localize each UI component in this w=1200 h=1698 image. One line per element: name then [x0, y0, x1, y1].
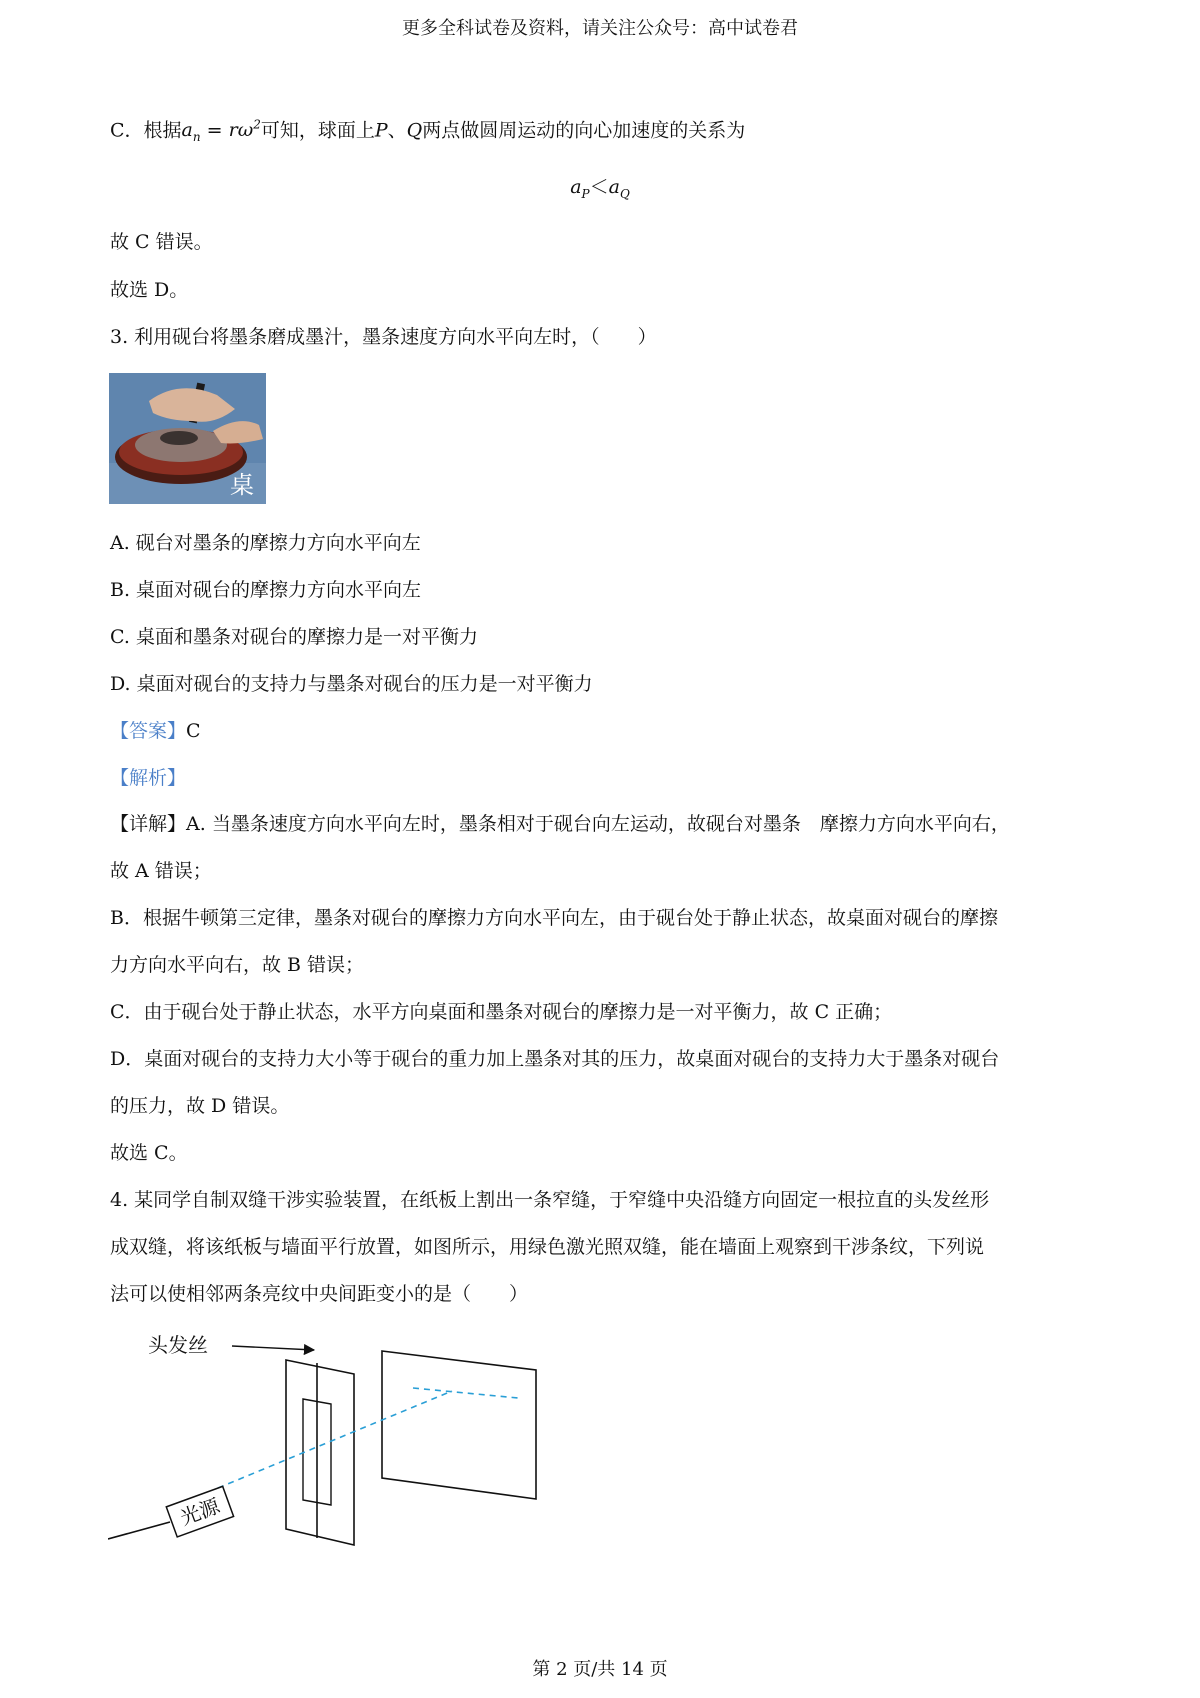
option-c-text-2: 两点做圆周运动的向心加速度的关系为: [422, 119, 746, 142]
page-header: 更多全科试卷及资料，请关注公众号：高中试卷君: [402, 18, 798, 39]
option-d: D. 桌面对砚台的支持力与墨条对砚台的压力是一对平衡力: [110, 673, 593, 695]
page-footer: 第 2 页/共 14 页: [532, 1659, 668, 1680]
detail-line-7: 的压力，故 D 错误。: [110, 1095, 290, 1117]
question-3-stem: 3. 利用砚台将墨条磨成墨汁，墨条速度方向水平向左时，（ ）: [110, 326, 657, 348]
detail-tag: 【详解】: [110, 813, 187, 835]
laser-beam: [218, 1391, 452, 1488]
question-4-line-3: 法可以使相邻两条亮纹中央间距变小的是（ ）: [110, 1283, 529, 1305]
previous-answer-choice: 故选 D。: [110, 279, 189, 301]
option-c-explanation: [110, 112, 745, 150]
acceleration-relation: $a_P<a_Q$: [570, 176, 630, 201]
light-source: [166, 1486, 233, 1537]
inkstone-photo: [109, 373, 266, 504]
point-q: Q: [406, 119, 423, 142]
answer-line: [110, 718, 201, 744]
detail-line-4: 力方向水平向右，故 B 错误；: [110, 954, 365, 976]
question-4-line-2: 成双缝，将该纸板与墙面平行放置，如图所示，用绿色激光照双缝，能在墙面上观察到干涉条纹，下列说: [110, 1236, 985, 1258]
detail-line-6: D．桌面对砚台的支持力大小等于砚台的重力加上墨条对其的压力，故桌面对砚台的支持力大于墨条对砚台: [110, 1048, 1000, 1070]
svg-text:光源: 光源: [177, 1493, 223, 1530]
formula-lhs: $a_n$: [181, 119, 201, 145]
detail-line-8: 故选 C。: [110, 1142, 188, 1164]
analysis-tag: 【解析】: [110, 767, 187, 789]
option-c-prefix: C．根据: [110, 119, 182, 142]
hair-label: 头发丝: [148, 1333, 208, 1357]
desk-label: 桌: [230, 471, 254, 499]
answer-value: C: [186, 720, 201, 742]
detail-line-3: B．根据牛顿第三定律，墨条对砚台的摩擦力方向水平向左，由于砚台处于静止状态，故桌面对砚台的摩擦: [110, 907, 998, 929]
question-4-line-1: 4. 某同学自制双缝干涉实验装置，在纸板上割出一条窄缝，于窄缝中央沿缝方向固定一根拉直的头发丝形: [110, 1189, 990, 1211]
hair-pointer-arrow: [232, 1346, 314, 1350]
formula-equals: =: [200, 119, 229, 142]
detail-line-5: C．由于砚台处于静止状态，水平方向桌面和墨条对砚台的摩擦力是一对平衡力，故 C 正确；: [110, 1001, 893, 1023]
option-b: B. 桌面对砚台的摩擦力方向水平向左: [110, 579, 422, 601]
cardboard-plate: [286, 1360, 354, 1545]
option-c: C. 桌面和墨条对砚台的摩擦力是一对平衡力: [110, 626, 478, 648]
answer-tag: 【答案】: [110, 720, 187, 742]
point-p: P: [374, 119, 388, 142]
option-c-conclusion: 故 C 错误。: [110, 231, 213, 253]
interference-fringe: [413, 1388, 518, 1398]
option-a: A. 砚台对墨条的摩擦力方向水平向左: [110, 532, 421, 554]
formula-rhs: $r\omega^2$: [228, 118, 261, 142]
detail-line-1: 【详解】A. 当墨条速度方向水平向左时，墨条相对于砚台向左运动，故砚台对墨条 摩擦力方向水平向右，: [110, 813, 1010, 835]
source-cable: [108, 1522, 170, 1539]
separator: 、: [387, 119, 407, 142]
double-slit-diagram: [108, 1328, 548, 1558]
detail-line-2: 故 A 错误；: [110, 860, 212, 882]
option-c-text-1: 可知，球面上: [260, 119, 375, 142]
wall-screen: [382, 1351, 536, 1499]
